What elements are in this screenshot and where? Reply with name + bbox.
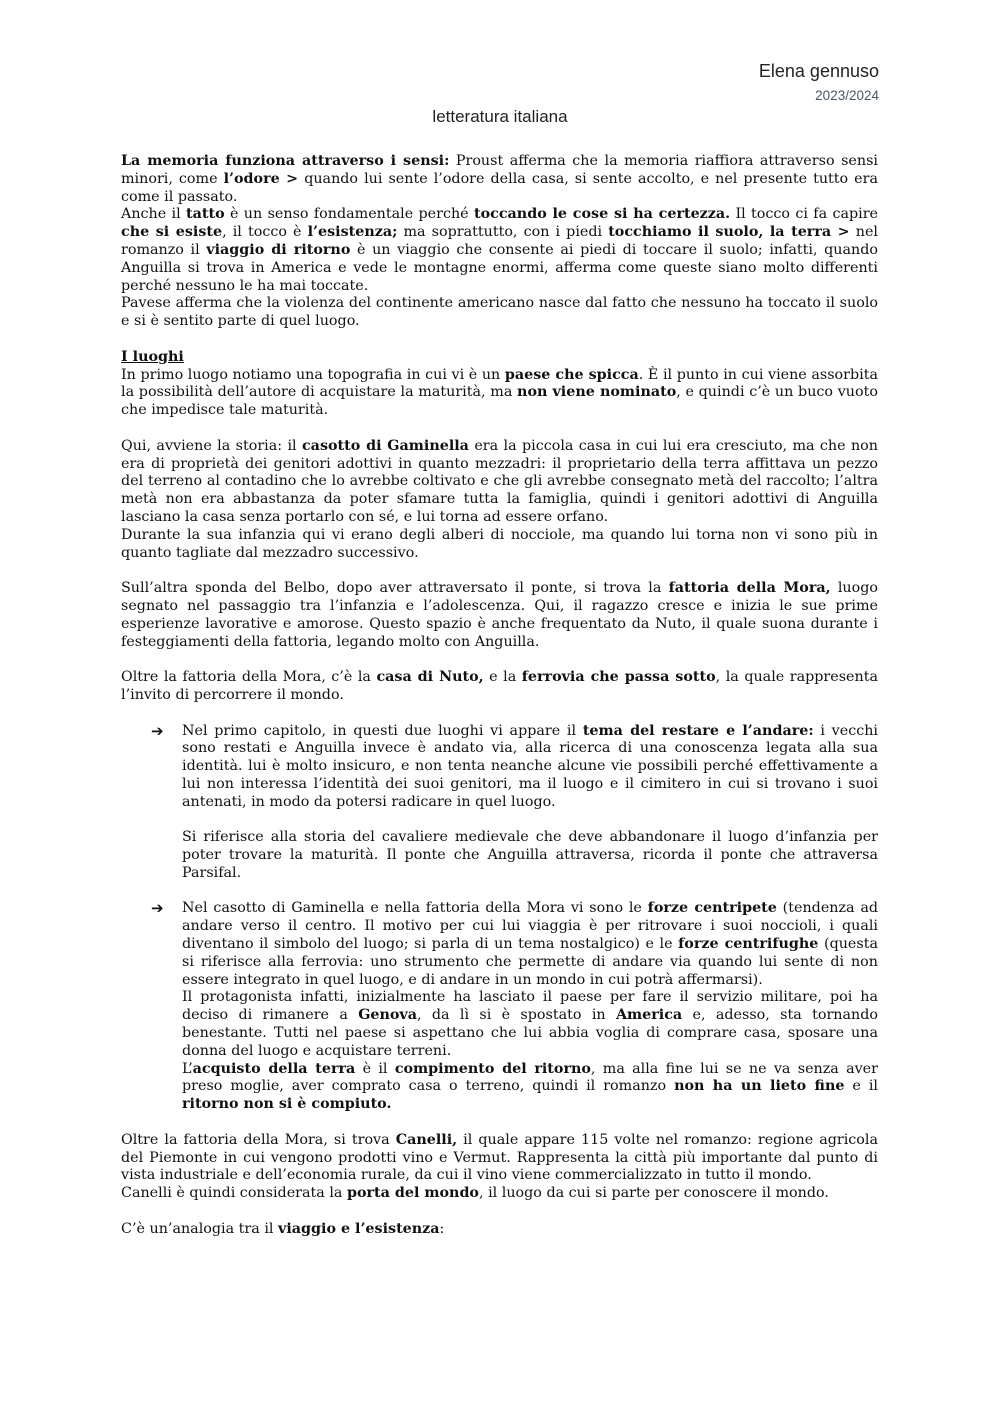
arrow-right-icon: ➔ [151,899,164,918]
text-run: Il protagonista infatti, inizialmente ha lasciato il paese per fare il servizio militare, poi ha deciso di rimanere a [182,989,878,1024]
bold-text: forze centrifughe [678,936,819,953]
document-body [121,153,878,1239]
text-run: Canelli è quindi considerata la [121,1185,347,1202]
paragraph [121,1221,878,1239]
paragraph [121,669,878,705]
paragraph [121,295,878,331]
text-run: , ma alla fine lui se ne va senza aver preso moglie, aver comprato casa o terreno, quindi il romanzo [182,1060,878,1095]
bold-text: tatto [186,206,225,223]
bold-text: ferrovia che passa sotto [521,669,716,686]
paragraph [121,206,878,295]
text-run: Il tocco ci fa capire [730,206,878,223]
bold-text: porta del mondo [346,1185,479,1202]
bold-text: forze centripete [647,900,777,917]
text-run: , e quindi c’è un buco vuoto che impedisce tale maturità. [121,384,878,419]
text-run: quando lui sente l’odore della casa, si sente accolto, e nel presente tutto era come il passato. [121,170,878,205]
bold-text: ritorno non si è compiuto. [182,1096,392,1113]
bold-text: fattoria della Mora, [668,580,831,597]
paragraph [121,580,878,651]
paragraph [121,527,878,563]
bullet-text [182,900,878,989]
text-run: Nel primo capitolo, in questi due luoghi vi appare il [182,722,583,739]
bullet-text [182,1061,878,1114]
text-run: (tendenza ad andare verso il centro. Il motivo per cui lui viaggia è per ritrovare i suoi noccioli, i quali diventano il simbolo del luogo; si parla di un tema nostalgico) e le [182,900,879,953]
bold-text: Canelli, [395,1131,458,1148]
paragraph [121,1185,878,1203]
text-run: il quale appare 115 volte nel romanzo: regione agricola del Piemonte in cui vengono prodotti vino e Vermut. Rappresenta la città più importante dal punto di vista industriale e dell’economia rurale, da cui il vino viene commercializzato in tutto il mondo. [121,1131,878,1184]
text-run: , il tocco è [222,224,308,241]
bold-text: tema del restare e l’andare: [582,722,814,739]
text-run: C’è un’analogia tra il [121,1220,279,1237]
bullet-item [121,723,878,883]
text-run: ma soprattutto, con i piedi [397,224,609,241]
bold-text: viaggio di ritorno [206,241,351,258]
bullet-text [182,989,878,1060]
bullet-text [182,723,878,812]
bold-text: viaggio e l’esistenza [278,1220,440,1237]
text-run: , la quale rappresenta l’invito di percorrere il mondo. [121,669,878,703]
paragraph [121,153,878,206]
text-run: è un viaggio che consente ai piedi di toccare il suolo; infatti, quando Anguilla si trova in America e vede le montagne enormi, afferma come queste siano molto differenti perché nessuno le ha mai toccate. [121,241,878,294]
text-run: , il luogo da cui si parte per conoscere il mondo. [478,1185,829,1202]
bold-text: acquisto della terra [192,1060,356,1077]
text-run: : [439,1220,445,1237]
bold-text: casa di Nuto, [376,669,484,686]
bold-text: non ha un lieto fine [674,1078,845,1095]
text-run: (questa si riferisce alla ferrovia: uno strumento che permette di andare via quando lui sente di non essere integrato in quel luogo, e di andare in un mondo in cui potrà affermarsi). [182,936,878,988]
text-run: Sull’altra sponda del Belbo, dopo aver attraversato il ponte, si trova la [121,580,669,597]
bold-text: che si esiste [121,224,223,241]
text-run: Si riferisce alla storia del cavaliere medievale che deve abbandonare il luogo d’infanzia per poter trovare la maturità. Il ponte che Anguilla attraversa, ricorda il ponte che attraversa Parsifal. [182,829,878,881]
text-run: luogo segnato nel passaggio tra l’infanzia e l’adolescenza. Qui, il ragazzo cresce e inizia le sue prime esperienze lavorative e amorose. Questo spazio è anche frequentato da Nuto, il quale suona durante i festeggiamenti della fattoria, legando molto con Anguilla. [121,580,878,650]
arrow-right-icon: ➔ [151,721,164,740]
bold-text: America [615,1007,683,1024]
text-run: Anche il [121,206,187,223]
subject-title: letteratura italiana [432,107,568,126]
paragraph [121,1132,878,1185]
bold-text: casotto di Gaminella [301,437,469,454]
bold-text: La memoria funziona attraverso i sensi: [121,153,450,169]
text-run: e il [844,1078,878,1095]
bold-text: toccando le cose si ha certezza. [473,206,731,223]
text-run: Oltre la fattoria della Mora, si trova [121,1131,396,1148]
bold-text: non viene nominato [517,384,677,401]
bullet-text [182,829,878,882]
text-run: . È il punto in cui viene assorbita la possibilità dell’autore di acquistare la maturità, ma [121,366,878,401]
paragraph [121,438,878,527]
bold-text: l’esistenza; [307,224,398,241]
text-run: Oltre la fattoria della Mora, c’è la [121,669,377,686]
bold-text: Genova [358,1007,417,1024]
bold-text: compimento del ritorno [394,1060,591,1077]
text-run: nel romanzo il [121,224,878,258]
text-run: era la piccola casa in cui lui era cresciuto, ma che non era di proprietà dei genitori adottivi in quanto mezzadri: il proprietario della terra affittava un pezzo del terreno al contadino che lo avrebbe coltivato e che gli avrebbe consegnato metà del raccolto; l’altra metà non era abbastanza da poter sfamare tutta la famiglia, quindi i genitori adottivi di Anguilla lasciano la casa senza portarlo con sé, e lui torna ad essere orfano. [121,437,878,525]
text-run: Qui, avviene la storia: il [121,437,302,454]
text-run: In primo luogo notiamo una topografia in cui vi è un [121,366,505,383]
text-run: Proust afferma che la memoria riaffiora attraverso sensi minori, come [121,153,878,187]
text-run: Pavese afferma che la violenza del continente americano nasce dal fatto che nessuno ha toccato il suolo e si è sentito parte di quel luogo. [121,295,878,330]
bold-text: tocchiamo il suolo, la terra > [608,224,850,241]
text-run: , da lì si è spostato in [417,1007,616,1024]
academic-year: 2023/2024 [815,88,879,103]
section-heading: I luoghi [121,348,184,365]
text-run: Nel casotto di Gaminella e nella fattoria della Mora vi sono le [182,900,648,917]
text-run: e, adesso, sta tornando benestante. Tutti nel paese si aspettano che lui abbia voglia di comprare casa, sposare una donna del luogo e acquistare terreni. [182,1007,878,1059]
text-run: e la [483,669,522,686]
text-run: Durante la sua infanzia qui vi erano degli alberi di nocciole, ma quando lui torna non vi sono più in quanto tagliate dal mezzadro successivo. [121,526,878,561]
bullet-item [121,900,878,1114]
bold-text: l’odore > [223,170,299,187]
paragraph [121,367,878,420]
bold-text: paese che spicca [504,366,639,383]
author-name: Elena gennuso [758,61,879,81]
text-run: i vecchi sono restati e Anguilla invece è andato via, alla ricerca di una conoscenza legata alla sua identità. lui è molto insicuro, e non tenta neanche alcune vie possibili perché effettivamente a lui non interessa l’identità dei suoi genitori, ma il luogo e il cimitero in cui si trovano i suoi antenati, in modo da potersi radicare in quel luogo. [182,722,879,810]
text-run: L’ [182,1060,193,1077]
text-run: è il [355,1060,395,1077]
text-run: è un senso fondamentale perché [224,206,474,223]
